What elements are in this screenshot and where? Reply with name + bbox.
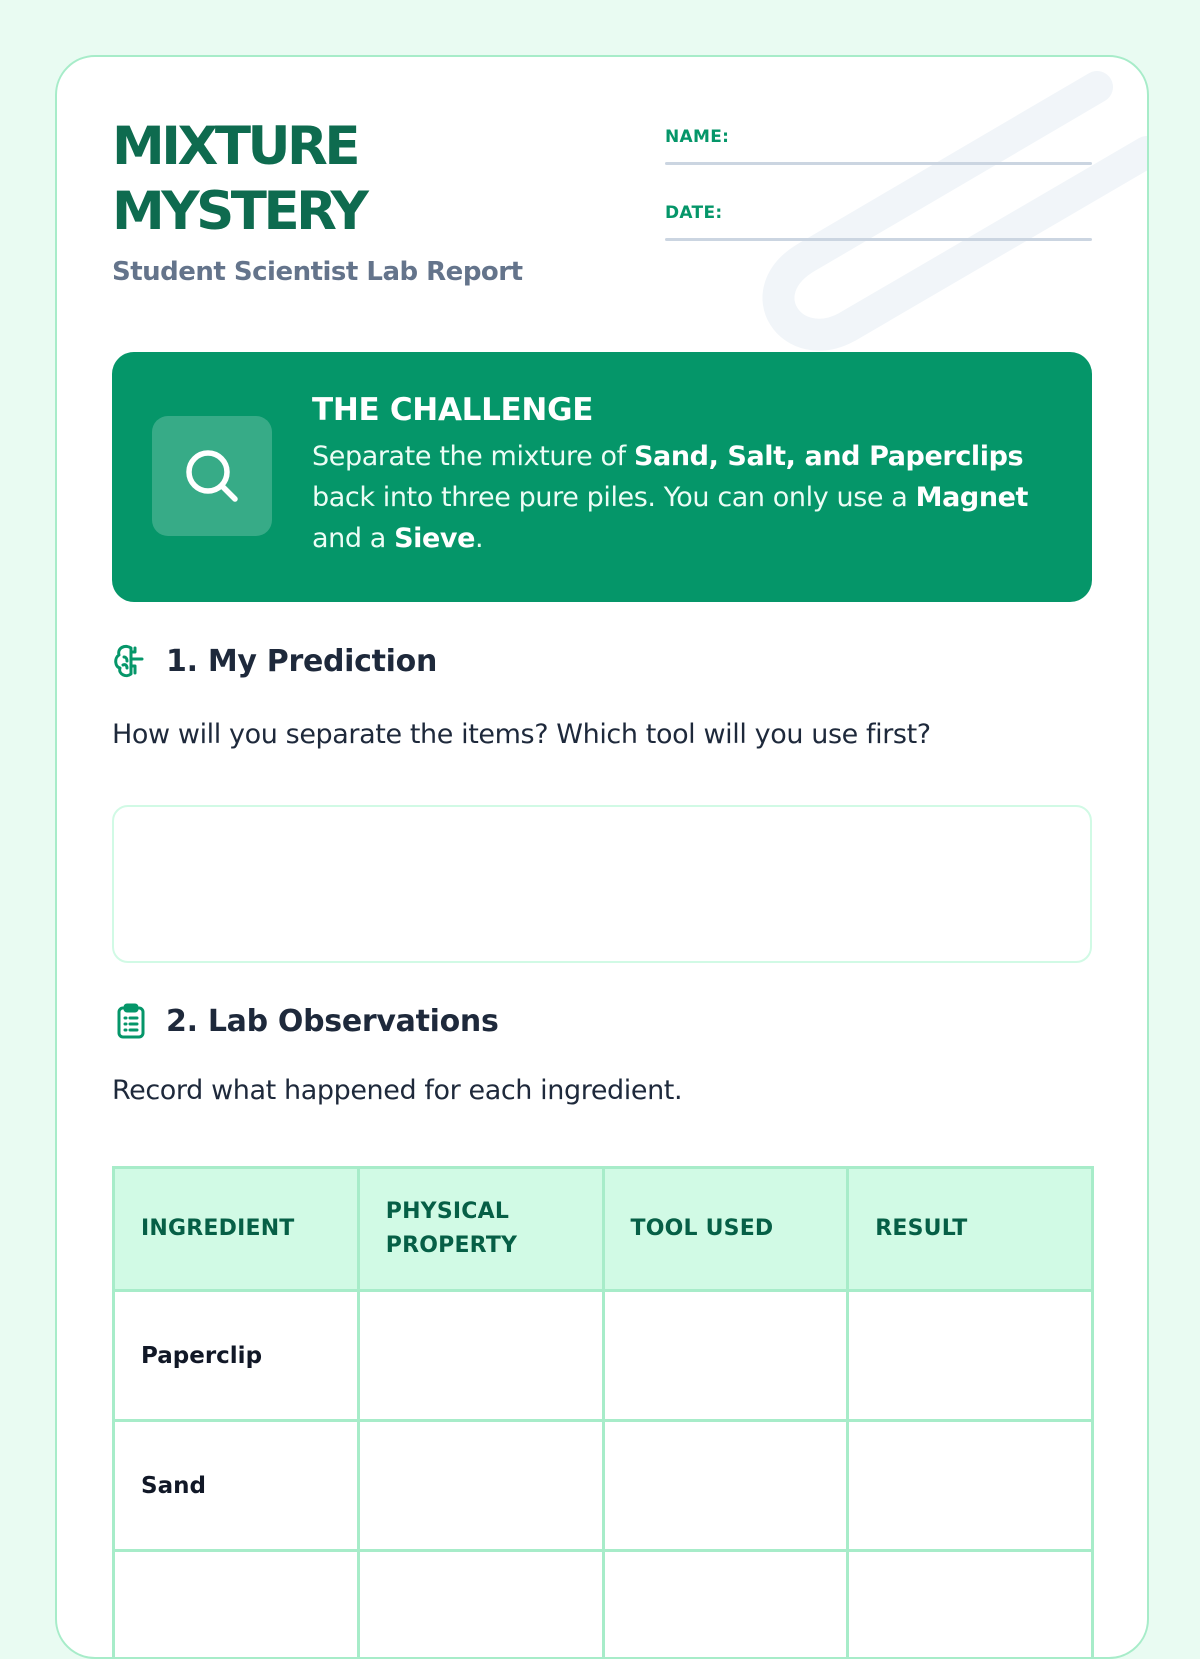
date-input-line[interactable]	[665, 238, 1092, 241]
ingredient-cell: Sand	[114, 1421, 359, 1551]
challenge-text-part-2: back into three pure piles. You can only use a	[312, 482, 916, 513]
date-label: DATE:	[665, 203, 1092, 223]
observations-table	[112, 1166, 1094, 1659]
lab-report-card	[55, 55, 1149, 1659]
observations-title: 2. Lab Observations	[166, 1004, 499, 1039]
brain-icon	[112, 642, 150, 680]
search-icon-glyph	[182, 446, 242, 506]
challenge-title: THE CHALLENGE	[312, 392, 593, 428]
property-cell[interactable]	[358, 1551, 603, 1659]
name-field[interactable]	[665, 127, 1092, 147]
property-cell[interactable]	[358, 1421, 603, 1551]
name-label: NAME:	[665, 127, 1092, 147]
tool-cell[interactable]	[603, 1421, 848, 1551]
table-row	[114, 1291, 1093, 1421]
prediction-title: 1. My Prediction	[166, 644, 437, 679]
result-cell[interactable]	[848, 1291, 1093, 1421]
search-icon	[152, 416, 272, 536]
table-row	[114, 1551, 1093, 1659]
challenge-text-part-4: .	[475, 523, 483, 554]
challenge-tool-sieve: Sieve	[394, 523, 475, 554]
clipboard-icon	[112, 1002, 150, 1040]
table-row	[114, 1421, 1093, 1551]
observations-instruction: Record what happened for each ingredient.	[112, 1075, 682, 1106]
column-header-ingredient: INGREDIENT	[114, 1168, 359, 1291]
challenge-text-part-1: Separate the mixture of	[312, 441, 634, 472]
observations-section-header	[112, 1002, 499, 1040]
column-header-result: RESULT	[848, 1168, 1093, 1291]
prediction-section-header	[112, 642, 437, 680]
challenge-text-part-3: and a	[312, 523, 394, 554]
challenge-tool-magnet: Magnet	[916, 482, 1028, 513]
column-header-tool-used: TOOL USED	[603, 1168, 848, 1291]
page-subtitle: Student Scientist Lab Report	[112, 257, 523, 287]
challenge-panel	[112, 352, 1092, 602]
property-cell[interactable]	[358, 1291, 603, 1421]
column-header-physical-property: PHYSICAL PROPERTY	[358, 1168, 603, 1291]
result-cell[interactable]	[848, 1551, 1093, 1659]
challenge-description	[312, 436, 1057, 559]
challenge-materials: Sand, Salt, and Paperclips	[634, 441, 1023, 472]
prediction-answer-box[interactable]	[112, 805, 1092, 963]
tool-cell[interactable]	[603, 1291, 848, 1421]
prediction-question: How will you separate the items? Which tool will you use first?	[112, 719, 931, 750]
ingredient-cell: Paperclip	[114, 1291, 359, 1421]
name-input-line[interactable]	[665, 162, 1092, 165]
table-header-row	[114, 1168, 1093, 1291]
tool-cell[interactable]	[603, 1551, 848, 1659]
page-title-line-2: MYSTERY	[112, 185, 365, 238]
result-cell[interactable]	[848, 1421, 1093, 1551]
ingredient-cell	[114, 1551, 359, 1659]
date-field[interactable]	[665, 203, 1092, 223]
page-title-line-1: MIXTURE	[112, 120, 357, 173]
